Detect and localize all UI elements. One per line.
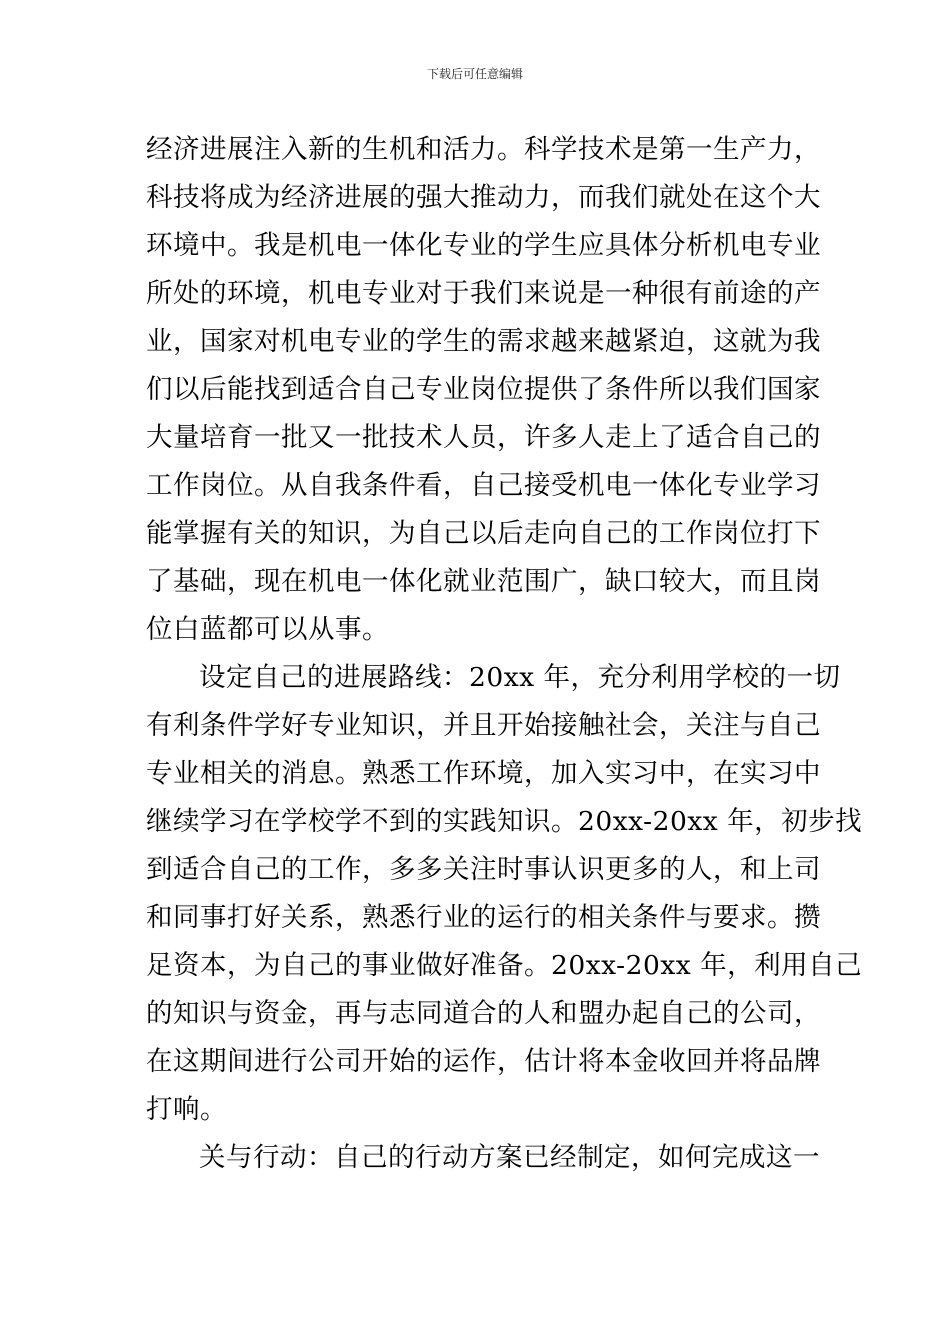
text-line: 到适合自己的工作，多多关注时事认识更多的人，和上司 — [146, 854, 821, 885]
text-line: 和同事打好关系，熟悉行业的运行的相关条件与要求。攒 — [146, 902, 821, 933]
paragraph — [146, 1134, 820, 1182]
text-line: 所处的环境，机电专业对于我们来说是一种很有前途的产 — [146, 278, 821, 309]
paragraph — [146, 654, 863, 1134]
page-header: 下载后可任意编辑 — [426, 67, 523, 81]
paragraph — [146, 126, 821, 654]
text-line: 关与行动：自己的行动方案已经制定，如何完成这一 — [199, 1142, 820, 1173]
document-body — [146, 126, 863, 1182]
text-line: 业，国家对机电专业的学生的需求越来越紧迫，这就为我 — [146, 326, 821, 357]
text-line: 位白蓝都可以从事。 — [146, 614, 389, 645]
text-line: 了基础，现在机电一体化就业范围广，缺口较大，而且岗 — [146, 566, 821, 597]
text-line: 设定自己的进展路线：20xx 年，充分利用学校的一切 — [199, 662, 841, 693]
text-line: 们以后能找到适合自己专业岗位提供了条件所以我们国家 — [146, 374, 821, 405]
text-line: 大量培育一批又一批技术人员，许多人走上了适合自己的 — [146, 422, 821, 453]
text-line: 工作岗位。从自我条件看，自己接受机电一体化专业学习 — [146, 470, 821, 501]
text-line: 有利条件学好专业知识，并且开始接触社会，关注与自己 — [146, 710, 821, 741]
text-line: 科技将成为经济进展的强大推动力，而我们就处在这个大 — [146, 182, 821, 213]
text-line: 环境中。我是机电一体化专业的学生应具体分析机电专业 — [146, 230, 821, 261]
text-line: 经济进展注入新的生机和活力。科学技术是第一生产力， — [146, 134, 821, 165]
text-line: 能掌握有关的知识，为自己以后走向自己的工作岗位打下 — [146, 518, 821, 549]
text-line: 在这期间进行公司开始的运作，估计将本金收回并将品牌 — [146, 1046, 821, 1077]
text-line: 打响。 — [146, 1094, 227, 1125]
text-line: 的知识与资金，再与志同道合的人和盟办起自己的公司， — [146, 998, 821, 1029]
text-line: 专业相关的消息。熟悉工作环境，加入实习中，在实习中 — [146, 758, 821, 789]
text-line: 继续学习在学校学不到的实践知识。20xx-20xx 年，初步找 — [146, 806, 863, 837]
text-line: 足资本，为自己的事业做好准备。20xx-20xx 年，利用自己 — [146, 950, 863, 981]
